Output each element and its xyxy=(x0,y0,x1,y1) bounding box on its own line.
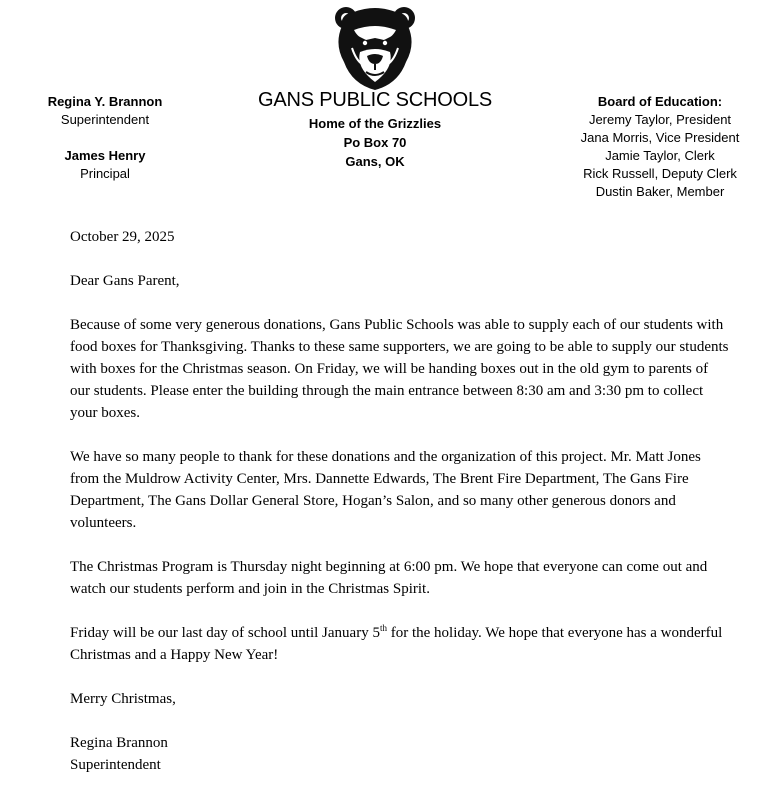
letter-body xyxy=(70,226,730,776)
paragraph-text: for the holiday. We hope that everyone has a wonderful Christmas and a Happy New Year! xyxy=(70,625,723,663)
signature-name: Regina Brannon xyxy=(70,735,168,751)
signature-title: Superintendent xyxy=(70,757,161,773)
board-member: Dustin Baker, Member xyxy=(595,184,725,199)
letter-closing: Merry Christmas, xyxy=(70,691,176,707)
school-header xyxy=(222,86,528,171)
board-heading: Board of Education: xyxy=(597,94,723,109)
school-po-box: Po Box 70 xyxy=(343,135,407,150)
board-member: Jamie Taylor, Clerk xyxy=(605,148,715,163)
letter-salutation: Dear Gans Parent, xyxy=(70,273,180,289)
letter-paragraph xyxy=(70,622,730,666)
letter-paragraph: The Christmas Program is Thursday night beginning at 6:00 pm. We hope that everyone can come out and watch our students perform and join in the Christmas Spirit. xyxy=(70,559,708,597)
principal-name: James Henry xyxy=(64,148,146,163)
superintendent-name: Regina Y. Brannon xyxy=(47,94,163,109)
superintendent-title: Superintendent xyxy=(60,112,150,127)
school-city: Gans, OK xyxy=(345,154,405,169)
letter-paragraph: We have so many people to thank for these donations and the organization of this project. Mr. Matt Jones from the Muldrow Activity Center, Mrs. Dannette Edwards, The Brent Fire Department, The Gans Fire Department, The Gans Dollar General Store, Hogan’s Salon, and so many other generous donors and volunteers. xyxy=(70,449,701,531)
board-member: Jana Morris, Vice President xyxy=(580,130,740,145)
school-name: GANS PUBLIC SCHOOLS xyxy=(257,89,493,111)
letter-date: October 29, 2025 xyxy=(70,229,175,245)
ordinal-suffix: th xyxy=(379,623,387,633)
board-of-education-block xyxy=(560,93,760,201)
school-tagline: Home of the Grizzlies xyxy=(308,116,442,131)
board-member: Rick Russell, Deputy Clerk xyxy=(583,166,737,181)
board-member: Jeremy Taylor, President xyxy=(588,112,732,127)
paragraph-text: Friday will be our last day of school until January 5 xyxy=(70,625,380,641)
principal-title: Principal xyxy=(80,166,130,181)
administration-block xyxy=(40,93,170,183)
grizzly-bear-logo-icon xyxy=(332,4,418,92)
letter-paragraph: Because of some very generous donations, Gans Public Schools was able to supply each of our students with food boxes for Thanksgiving. Thanks to these same supporters, we are going to be able to supply our students with boxes for the Christmas season. On Friday, we will be handing boxes out in the old gym to parents of our students. Please enter the building through the main entrance between 8:30 am and 3:30 pm to collect your boxes. xyxy=(70,317,729,421)
